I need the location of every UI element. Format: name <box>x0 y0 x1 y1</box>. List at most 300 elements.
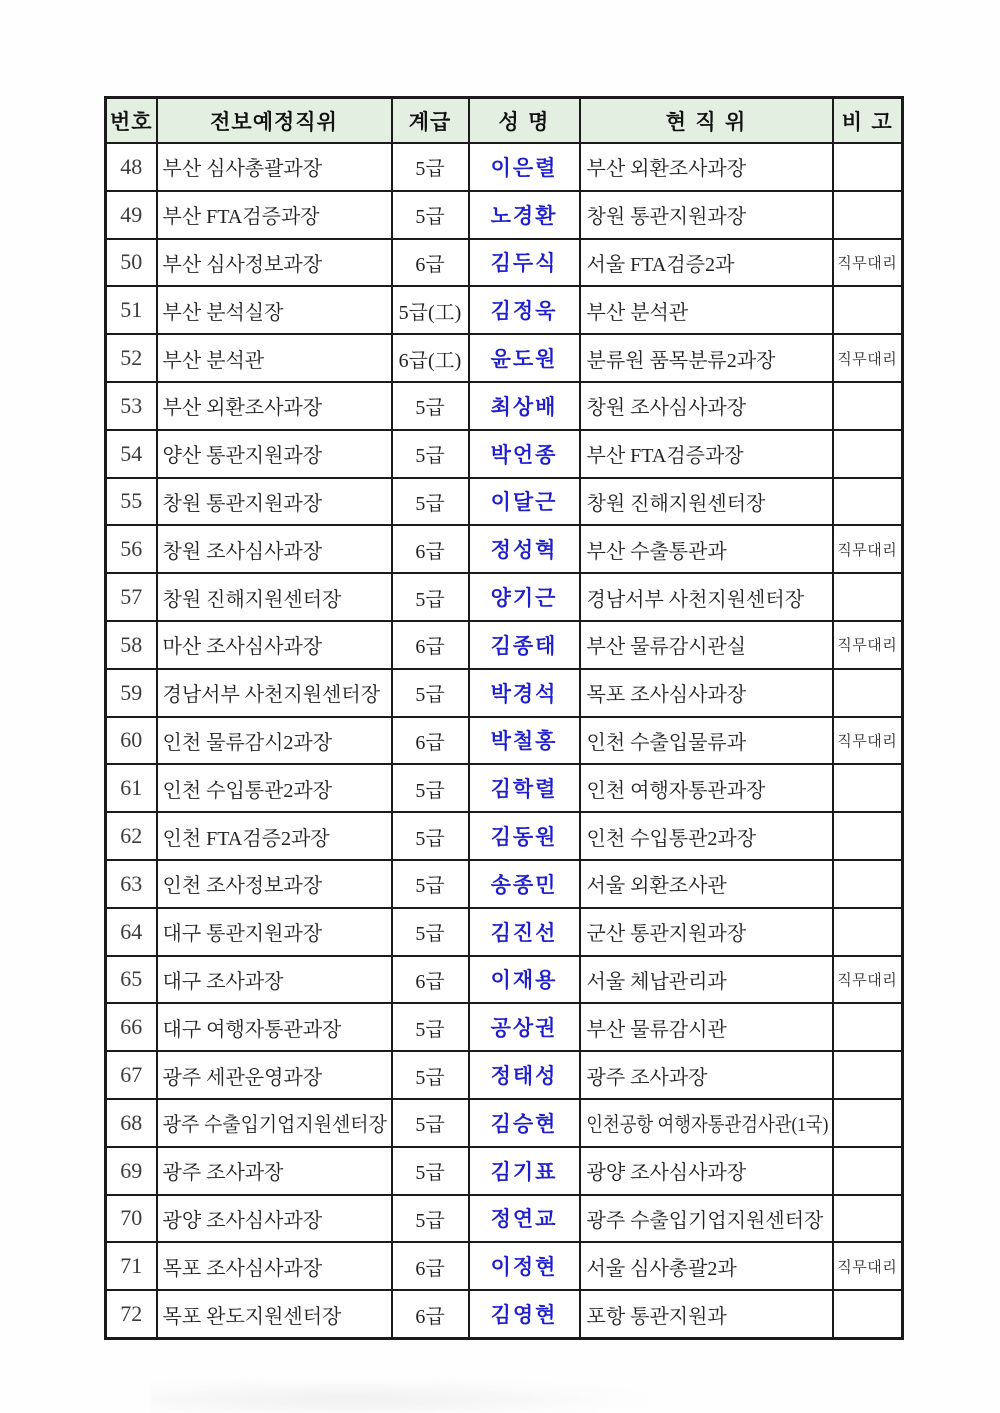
cell-no <box>106 1003 157 1051</box>
cell-rank <box>392 1099 469 1147</box>
cell-current <box>580 334 833 382</box>
cell-no <box>106 908 157 956</box>
table-row <box>106 1051 903 1099</box>
cell-name-text: 김두식 <box>490 251 558 276</box>
table-row <box>106 191 903 239</box>
cell-rank-text: 6급 <box>415 1305 445 1328</box>
cell-rank-text: 5급 <box>415 1114 445 1137</box>
cell-name-text: 김정욱 <box>490 299 558 324</box>
cell-current <box>580 525 833 573</box>
table-row <box>106 860 903 908</box>
cell-position <box>157 1051 392 1099</box>
cell-position-text: 부산 FTA검증과장 <box>162 206 320 229</box>
table-row <box>106 573 903 621</box>
cell-rank <box>392 573 469 621</box>
cell-rank-text: 6급 <box>415 636 445 659</box>
cell-name-text: 박경석 <box>490 681 558 706</box>
cell-no-text: 70 <box>120 1205 143 1231</box>
cell-name-text: 최상배 <box>490 394 558 419</box>
cell-note <box>833 717 903 765</box>
cell-no-text: 57 <box>120 584 143 610</box>
cell-position <box>157 717 392 765</box>
cell-no <box>106 143 157 191</box>
cell-rank-text: 5급 <box>415 1162 445 1185</box>
cell-position-text: 인천 수입통관2과장 <box>162 779 333 802</box>
cell-name <box>469 621 580 669</box>
cell-rank <box>392 1242 469 1290</box>
cell-note <box>833 812 903 860</box>
cell-current <box>580 1003 833 1051</box>
cell-no-text: 62 <box>120 823 143 849</box>
cell-position <box>157 573 392 621</box>
column-header-rank <box>392 98 469 144</box>
cell-position-text: 창원 진해지원센터장 <box>162 588 342 611</box>
cell-name <box>469 525 580 573</box>
cell-rank <box>392 1195 469 1243</box>
cell-name <box>469 1003 580 1051</box>
cell-current-text: 인천 수입통관2과장 <box>586 827 757 850</box>
cell-current <box>580 430 833 478</box>
table-row <box>106 1195 903 1243</box>
cell-no <box>106 573 157 621</box>
cell-note <box>833 430 903 478</box>
cell-position <box>157 430 392 478</box>
table-row <box>106 1003 903 1051</box>
cell-no <box>106 956 157 1004</box>
cell-position <box>157 1242 392 1290</box>
cell-rank <box>392 669 469 717</box>
cell-current-text: 경남서부 사천지원센터장 <box>586 588 805 611</box>
cell-rank-text: 5급 <box>415 1066 445 1089</box>
table-row <box>106 621 903 669</box>
cell-name <box>469 1290 580 1338</box>
cell-name-text: 김종태 <box>490 633 558 658</box>
cell-rank-text: 5급 <box>415 445 445 468</box>
cell-no <box>106 1242 157 1290</box>
column-header-label: 번호 <box>109 109 153 134</box>
cell-position-text: 부산 심사정보과장 <box>162 253 323 276</box>
cell-position-text: 부산 분석실장 <box>162 301 284 324</box>
table-row <box>106 525 903 573</box>
cell-note <box>833 1290 903 1338</box>
cell-current <box>580 191 833 239</box>
cell-note <box>833 669 903 717</box>
cell-current-text: 분류원 품목분류2과장 <box>586 349 776 372</box>
cell-note <box>833 573 903 621</box>
cell-note-text: 직무대리 <box>837 733 898 750</box>
cell-position <box>157 286 392 334</box>
cell-rank <box>392 1147 469 1195</box>
cell-note <box>833 382 903 430</box>
cell-name-text: 정연교 <box>490 1207 558 1232</box>
cell-position-text: 목포 조사심사과장 <box>162 1257 323 1280</box>
cell-rank-text: 6급 <box>415 1257 445 1280</box>
cell-rank-text: 5급 <box>415 588 445 611</box>
cell-no-text: 50 <box>120 249 143 275</box>
column-header-name <box>469 98 580 144</box>
cell-rank-text: 6급 <box>415 253 445 276</box>
cell-note-text: 직무대리 <box>837 972 898 989</box>
cell-position-text: 광주 세관운영과장 <box>162 1066 323 1089</box>
header-row <box>106 98 903 144</box>
cell-name <box>469 573 580 621</box>
cell-position <box>157 1195 392 1243</box>
cell-position-text: 광양 조사심사과장 <box>162 1209 323 1232</box>
cell-note <box>833 478 903 526</box>
cell-position-text: 부산 외환조사과장 <box>162 397 323 420</box>
column-header-label: 계급 <box>408 109 452 134</box>
cell-position-text: 인천 FTA검증2과장 <box>162 827 330 850</box>
cell-name <box>469 669 580 717</box>
cell-no <box>106 764 157 812</box>
cell-rank <box>392 143 469 191</box>
cell-name <box>469 812 580 860</box>
cell-no <box>106 286 157 334</box>
cell-rank-text: 6급(工) <box>398 349 462 372</box>
cell-rank <box>392 956 469 1004</box>
cell-no <box>106 239 157 287</box>
column-header-position <box>157 98 392 144</box>
column-header-no <box>106 98 157 144</box>
cell-no <box>106 860 157 908</box>
cell-position <box>157 191 392 239</box>
cell-rank <box>392 525 469 573</box>
cell-note <box>833 1147 903 1195</box>
cell-name <box>469 1195 580 1243</box>
table-row <box>106 764 903 812</box>
cell-note <box>833 1195 903 1243</box>
cell-current-text: 서울 FTA검증2과 <box>586 253 735 276</box>
column-header-label: 비 고 <box>841 109 893 134</box>
cell-rank-text: 5급 <box>415 1209 445 1232</box>
cell-no-text: 68 <box>120 1109 143 1135</box>
cell-name-text: 송종민 <box>490 872 558 897</box>
cell-position-text: 대구 조사과장 <box>162 970 284 993</box>
cell-current <box>580 1147 833 1195</box>
cell-name-text: 노경환 <box>490 203 558 228</box>
cell-current-text: 부산 수출통관과 <box>586 540 727 563</box>
cell-name-text: 김승현 <box>490 1111 558 1136</box>
cell-rank <box>392 286 469 334</box>
cell-rank-text: 5급 <box>415 827 445 850</box>
cell-current-text: 인천 수출입물류과 <box>586 731 747 754</box>
cell-note <box>833 239 903 287</box>
cell-current <box>580 1242 833 1290</box>
cell-no-text: 64 <box>120 918 143 944</box>
cell-current-text: 창원 조사심사과장 <box>586 397 747 420</box>
cell-current-text: 인천 여행자통관과장 <box>586 779 766 802</box>
cell-current <box>580 143 833 191</box>
cell-name <box>469 382 580 430</box>
cell-rank-text: 5급 <box>415 492 445 515</box>
cell-rank-text: 5급(工) <box>398 301 462 324</box>
cell-no <box>106 1147 157 1195</box>
cell-current-text: 광주 조사과장 <box>586 1066 708 1089</box>
cell-position <box>157 1003 392 1051</box>
cell-rank <box>392 1051 469 1099</box>
cell-name-text: 이은렬 <box>490 155 558 180</box>
cell-rank <box>392 812 469 860</box>
cell-current-text: 목포 조사심사과장 <box>586 684 747 707</box>
cell-no <box>106 621 157 669</box>
table-body <box>106 143 903 1338</box>
cell-position <box>157 764 392 812</box>
cell-note <box>833 525 903 573</box>
cell-name <box>469 764 580 812</box>
table-row <box>106 669 903 717</box>
cell-current <box>580 382 833 430</box>
cell-name-text: 정태성 <box>490 1064 558 1089</box>
cell-position-text: 창원 통관지원과장 <box>162 492 323 515</box>
cell-rank-text: 5급 <box>415 158 445 181</box>
cell-name <box>469 1051 580 1099</box>
table-row <box>106 286 903 334</box>
table-row <box>106 1099 903 1147</box>
cell-no <box>106 1051 157 1099</box>
cell-note <box>833 1051 903 1099</box>
cell-name-text: 김학렬 <box>490 777 558 802</box>
cell-name <box>469 717 580 765</box>
table-row <box>106 717 903 765</box>
cell-no-text: 65 <box>120 966 143 992</box>
cell-no-text: 72 <box>120 1301 143 1327</box>
cell-current-text: 부산 FTA검증과장 <box>586 445 744 468</box>
cell-name-text: 김영현 <box>490 1303 558 1328</box>
cell-name-text: 박언종 <box>490 442 558 467</box>
cell-rank <box>392 478 469 526</box>
cell-current-text: 포항 통관지원과 <box>586 1305 727 1328</box>
cell-position-text: 마산 조사심사과장 <box>162 636 323 659</box>
cell-no-text: 51 <box>120 297 143 323</box>
cell-position-text: 광주 조사과장 <box>162 1162 284 1185</box>
cell-no-text: 60 <box>120 727 143 753</box>
cell-name <box>469 478 580 526</box>
cell-current-text: 창원 진해지원센터장 <box>586 492 766 515</box>
table-row <box>106 812 903 860</box>
cell-rank-text: 5급 <box>415 397 445 420</box>
cell-note <box>833 1099 903 1147</box>
cell-rank-text: 6급 <box>415 731 445 754</box>
cell-no-text: 67 <box>120 1062 143 1088</box>
cell-no <box>106 430 157 478</box>
cell-name-text: 박철홍 <box>490 729 558 754</box>
cell-rank <box>392 621 469 669</box>
cell-current-text: 부산 물류감시관 <box>586 1018 727 1041</box>
cell-no-text: 61 <box>120 775 143 801</box>
cell-no-text: 55 <box>120 488 143 514</box>
column-header-label: 성 명 <box>498 109 550 134</box>
cell-current <box>580 1290 833 1338</box>
cell-name-text: 김진선 <box>490 920 558 945</box>
cell-position <box>157 1290 392 1338</box>
cell-current <box>580 1195 833 1243</box>
cell-name <box>469 956 580 1004</box>
cell-rank-text: 5급 <box>415 779 445 802</box>
cell-no <box>106 1099 157 1147</box>
cell-current <box>580 956 833 1004</box>
cell-name-text: 윤도원 <box>490 347 558 372</box>
cell-position-text: 목포 완도지원센터장 <box>162 1305 342 1328</box>
cell-name <box>469 1099 580 1147</box>
cell-name-text: 김동원 <box>490 825 558 850</box>
table-row <box>106 1147 903 1195</box>
cell-no-text: 53 <box>120 392 143 418</box>
cell-position-text: 양산 통관지원과장 <box>162 445 323 468</box>
cell-note <box>833 286 903 334</box>
cell-rank <box>392 239 469 287</box>
cell-position-text: 창원 조사심사과장 <box>162 540 323 563</box>
cell-current-text: 서울 심사총괄2과 <box>586 1257 737 1280</box>
column-header-label: 현 직 위 <box>665 109 747 134</box>
cell-name <box>469 430 580 478</box>
cell-current <box>580 1099 833 1147</box>
cell-no-text: 69 <box>120 1157 143 1183</box>
cell-note-text: 직무대리 <box>837 542 898 559</box>
cell-name-text: 이정현 <box>490 1255 558 1280</box>
cell-position <box>157 382 392 430</box>
cell-position-text: 대구 여행자통관과장 <box>162 1018 342 1041</box>
cell-no <box>106 191 157 239</box>
cell-note-text: 직무대리 <box>837 638 898 655</box>
cell-position-text: 광주 수출입기업지원센터장 <box>162 1114 387 1137</box>
cell-position <box>157 669 392 717</box>
cell-rank-text: 6급 <box>415 970 445 993</box>
cell-name <box>469 1242 580 1290</box>
cell-note <box>833 860 903 908</box>
cell-rank-text: 5급 <box>415 875 445 898</box>
table-row <box>106 143 903 191</box>
cell-position <box>157 621 392 669</box>
cell-rank <box>392 191 469 239</box>
cell-note-text: 직무대리 <box>837 351 898 368</box>
cell-position <box>157 1099 392 1147</box>
cell-rank-text: 5급 <box>415 206 445 229</box>
cell-note <box>833 143 903 191</box>
cell-no-text: 63 <box>120 870 143 896</box>
cell-position-text: 부산 심사총괄과장 <box>162 158 323 181</box>
cell-no <box>106 382 157 430</box>
cell-position <box>157 478 392 526</box>
cell-note <box>833 956 903 1004</box>
cell-position-text: 인천 조사정보과장 <box>162 875 323 898</box>
cell-no <box>106 334 157 382</box>
cell-note <box>833 191 903 239</box>
cell-rank <box>392 717 469 765</box>
cell-no <box>106 525 157 573</box>
cell-rank <box>392 908 469 956</box>
cell-name-text: 김기표 <box>490 1159 558 1184</box>
cell-current-text: 창원 통관지원과장 <box>586 206 747 229</box>
cell-position <box>157 239 392 287</box>
cell-current <box>580 717 833 765</box>
cell-rank <box>392 860 469 908</box>
table-row <box>106 1242 903 1290</box>
cell-name <box>469 334 580 382</box>
cell-rank <box>392 764 469 812</box>
cell-rank-text: 6급 <box>415 540 445 563</box>
cell-note-text: 직무대리 <box>837 1259 898 1276</box>
cell-current <box>580 908 833 956</box>
cell-current-text: 서울 체납관리과 <box>586 970 727 993</box>
cell-position-text: 대구 통관지원과장 <box>162 923 323 946</box>
cell-position <box>157 334 392 382</box>
cell-current-text: 부산 물류감시관실 <box>586 636 747 659</box>
cell-note <box>833 334 903 382</box>
cell-position <box>157 860 392 908</box>
table-row <box>106 908 903 956</box>
cell-rank-text: 5급 <box>415 1018 445 1041</box>
cell-position <box>157 812 392 860</box>
table-row <box>106 956 903 1004</box>
cell-name <box>469 143 580 191</box>
cell-rank-text: 5급 <box>415 923 445 946</box>
column-header-note <box>833 98 903 144</box>
cell-note <box>833 1003 903 1051</box>
personnel-transfer-table <box>104 96 904 1340</box>
cell-name <box>469 908 580 956</box>
cell-note <box>833 908 903 956</box>
cell-current <box>580 621 833 669</box>
cell-position-text: 경남서부 사천지원센터장 <box>162 684 381 707</box>
cell-current <box>580 286 833 334</box>
cell-current-text: 서울 외환조사관 <box>586 875 727 898</box>
cell-current <box>580 860 833 908</box>
scan-artifact <box>150 1378 650 1413</box>
cell-current-text: 부산 외환조사과장 <box>586 158 747 181</box>
cell-no-text: 58 <box>120 631 143 657</box>
cell-no-text: 71 <box>120 1253 143 1279</box>
cell-note <box>833 621 903 669</box>
cell-name-text: 공상권 <box>490 1016 558 1041</box>
cell-current <box>580 478 833 526</box>
cell-rank <box>392 1290 469 1338</box>
cell-no <box>106 1195 157 1243</box>
cell-note <box>833 1242 903 1290</box>
cell-no <box>106 717 157 765</box>
cell-name-text: 이재용 <box>490 968 558 993</box>
cell-no-text: 49 <box>120 201 143 227</box>
cell-no <box>106 478 157 526</box>
cell-current-text: 군산 통관지원과장 <box>586 923 747 946</box>
table-row <box>106 430 903 478</box>
cell-position <box>157 956 392 1004</box>
cell-current-text: 광주 수출입기업지원센터장 <box>586 1209 824 1232</box>
cell-no-text: 48 <box>120 153 143 179</box>
cell-note-text: 직무대리 <box>837 255 898 272</box>
column-header-current <box>580 98 833 144</box>
cell-note <box>833 764 903 812</box>
cell-no-text: 56 <box>120 536 143 562</box>
cell-rank <box>392 430 469 478</box>
cell-name-text: 이달근 <box>490 490 558 515</box>
cell-current <box>580 573 833 621</box>
cell-rank <box>392 382 469 430</box>
cell-current-text: 인천공항 여행자통관검사관(1국) <box>585 1114 828 1137</box>
cell-no <box>106 669 157 717</box>
cell-current <box>580 669 833 717</box>
cell-name <box>469 191 580 239</box>
cell-current-text: 광양 조사심사과장 <box>586 1162 747 1185</box>
cell-name <box>469 1147 580 1195</box>
table-row <box>106 239 903 287</box>
cell-position <box>157 1147 392 1195</box>
table-row <box>106 478 903 526</box>
cell-current <box>580 1051 833 1099</box>
cell-no-text: 52 <box>120 345 143 371</box>
table-header <box>106 98 903 144</box>
cell-no <box>106 812 157 860</box>
cell-name-text: 양기근 <box>490 586 558 611</box>
